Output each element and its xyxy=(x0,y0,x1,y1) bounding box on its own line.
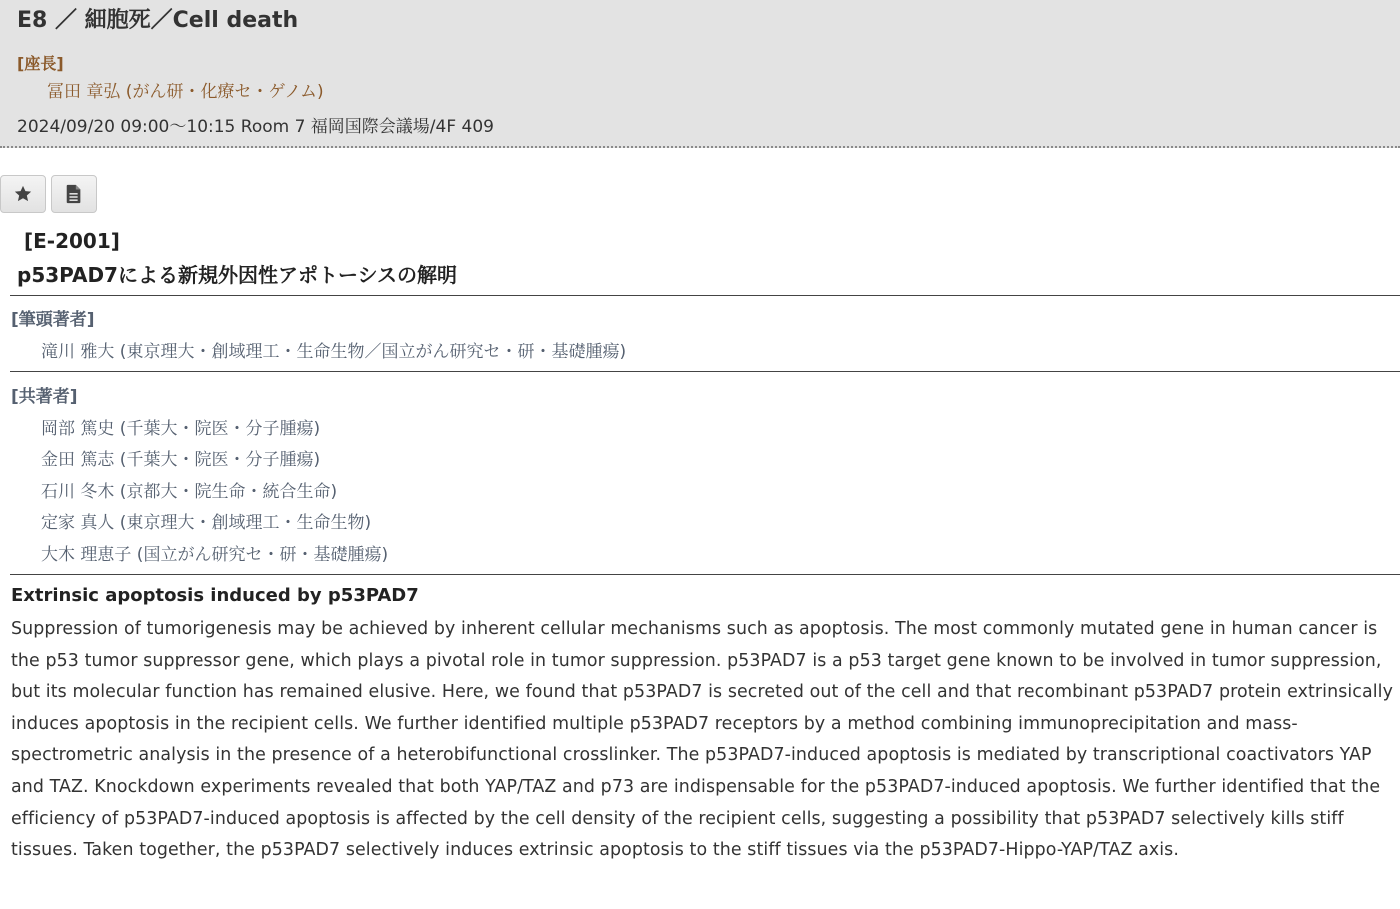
toolbar xyxy=(0,175,97,213)
first-author: 滝川 雅大 (東京理大・創域理工・生命生物／国立がん研究セ・研・基礎腫瘍) xyxy=(41,342,627,362)
coauthor-heading: [共著者] xyxy=(11,387,78,407)
divider xyxy=(10,371,1400,372)
abstract-title: p53PAD7による新規外因性アポトーシスの解明 xyxy=(17,263,457,287)
coauthor: 金田 篤志 (千葉大・院医・分子腫瘍) xyxy=(41,450,321,470)
coauthor: 定家 真人 (東京理大・創域理工・生命生物) xyxy=(41,513,372,533)
abstract-id: [E-2001] xyxy=(24,229,120,253)
favorite-button[interactable] xyxy=(0,175,46,213)
coauthor: 岡部 篤史 (千葉大・院医・分子腫瘍) xyxy=(41,419,321,439)
document-icon xyxy=(65,184,83,204)
coauthor: 石川 冬木 (京都大・院生命・統合生命) xyxy=(41,482,338,502)
document-button[interactable] xyxy=(51,175,97,213)
session-header xyxy=(0,0,1400,148)
session-datetime: 2024/09/20 09:00～10:15 Room 7 福岡国際会議場/4F 409 xyxy=(17,117,494,137)
chair-heading: [座長] xyxy=(17,54,64,73)
chair-name: 冨田 章弘 (がん研・化療セ・ゲノム) xyxy=(47,82,324,102)
coauthor: 大木 理恵子 (国立がん研究セ・研・基礎腫瘍) xyxy=(41,545,389,565)
divider xyxy=(10,295,1400,296)
first-author-heading: [筆頭著者] xyxy=(11,310,95,330)
session-title: E8 ／ 細胞死／Cell death xyxy=(17,8,299,33)
abstract-body-title: Extrinsic apoptosis induced by p53PAD7 xyxy=(11,585,419,606)
divider xyxy=(10,574,1400,575)
star-icon xyxy=(13,184,33,204)
abstract-body-text: Suppression of tumorigenesis may be achieved by inherent cellular mechanisms such as apoptosis. The most commonly mutated gene in human cancer is the p53 tumor suppressor gene, which plays a pivotal role in tumor suppression. p53PAD7 is a p53 target gene known to be involved in tumor suppression, but its molecular function has remained elusive. Here, we found that p53PAD7 is secreted out of the cell and that recombinant p53PAD7 protein extrinsically induces apoptosis in the recipient cells. We further identified multiple p53PAD7 receptors by a method combining immunoprecipitation and mass-spectrometric analysis in the presence of a heterobifunctional crosslinker. The p53PAD7-induced apoptosis is mediated by transcriptional coactivators YAP and TAZ. Knockdown experiments revealed that both YAP/TAZ and p73 are indispensable for the p53PAD7-induced apoptosis. We further identified that the efficiency of p53PAD7-induced apoptosis is affected by the cell density of the recipient cells, suggesting a possibility that p53PAD7 selectively kills stiff tissues. Taken together, the p53PAD7 selectively induces extrinsic apoptosis to the stiff tissues via the p53PAD7-Hippo-YAP/TAZ axis. xyxy=(11,619,1393,861)
